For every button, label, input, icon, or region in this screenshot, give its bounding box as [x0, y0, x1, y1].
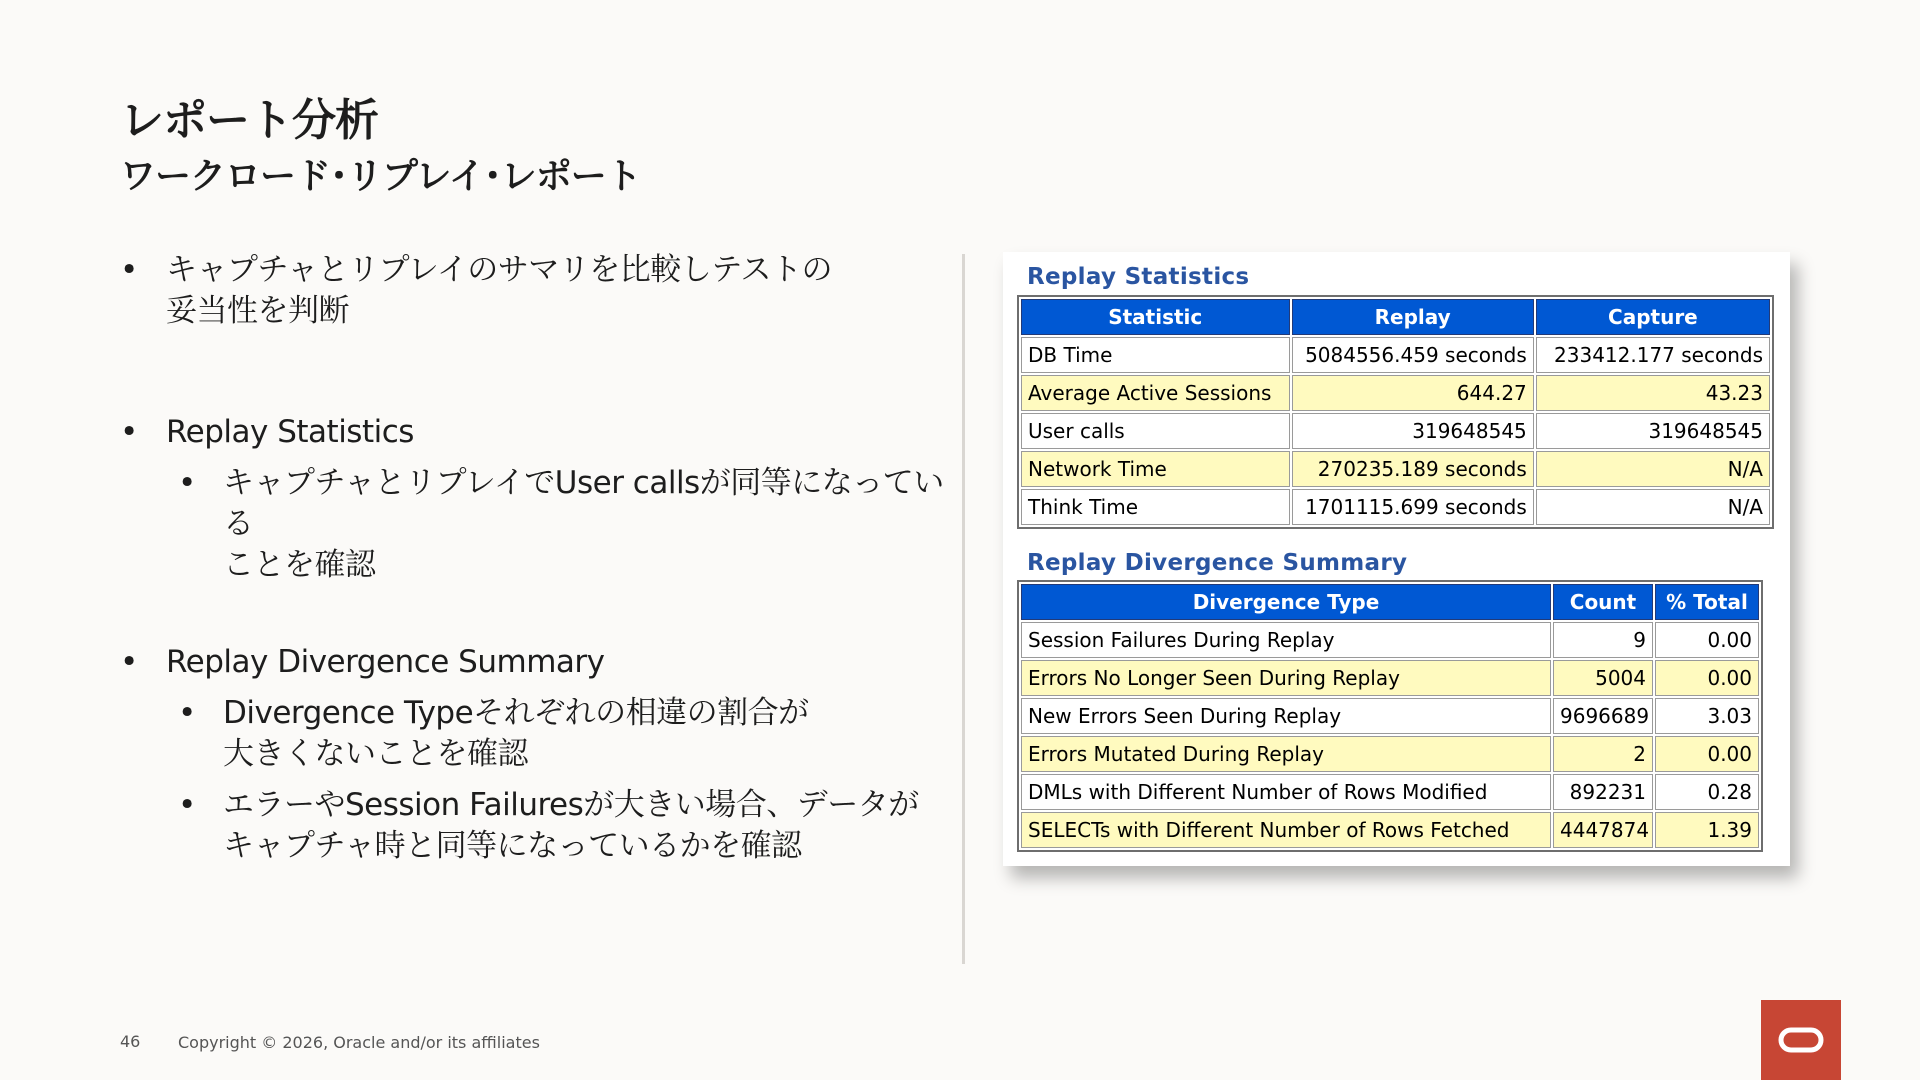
divergence-type-cell: DMLs with Different Number of Rows Modified [1021, 774, 1551, 810]
capture-cell: 43.23 [1536, 375, 1770, 411]
column-header: Divergence Type [1021, 584, 1551, 620]
bullet-list [120, 250, 950, 867]
divergence-type-cell: Errors No Longer Seen During Replay [1021, 660, 1551, 696]
statistic-cell: User calls [1021, 413, 1290, 449]
count-cell: 9696689 [1553, 698, 1653, 734]
replay-cell: 644.27 [1292, 375, 1534, 411]
bullet-line: 大きくないことを確認 [223, 736, 528, 772]
table-row [1021, 489, 1770, 525]
table-header-row [1021, 584, 1759, 620]
percent-cell: 0.28 [1655, 774, 1759, 810]
column-header: Capture [1536, 299, 1770, 335]
bullet-line: ことを確認 [223, 547, 376, 583]
percent-cell: 3.03 [1655, 698, 1759, 734]
statistic-cell: Network Time [1021, 451, 1290, 487]
sub-bullet-item [166, 463, 950, 586]
bullet-item [120, 250, 950, 332]
table-row [1021, 736, 1759, 772]
table-row [1021, 375, 1770, 411]
count-cell: 9 [1553, 622, 1653, 658]
capture-cell: 233412.177 seconds [1536, 337, 1770, 373]
slide-subtitle: ワークロード･リプレイ･レポート [120, 156, 641, 197]
slide-title: レポート分析 [120, 95, 378, 146]
divergence-type-cell: Errors Mutated During Replay [1021, 736, 1551, 772]
capture-cell: N/A [1536, 489, 1770, 525]
bullet-line: キャプチャ時と同等になっているかを確認 [223, 828, 802, 864]
count-cell: 892231 [1553, 774, 1653, 810]
replay-statistics-table [1017, 295, 1774, 529]
statistic-cell: Think Time [1021, 489, 1290, 525]
column-header: Statistic [1021, 299, 1290, 335]
divergence-summary-title: Replay Divergence Summary [1027, 550, 1408, 576]
count-cell: 2 [1553, 736, 1653, 772]
table-row [1021, 622, 1759, 658]
capture-cell: N/A [1536, 451, 1770, 487]
bullet-line: • キャプチャとリプレイのサマリを比較しテストの [166, 252, 833, 288]
bullet-item [120, 642, 950, 683]
percent-cell: 0.00 [1655, 736, 1759, 772]
page-number: 46 [120, 1032, 141, 1051]
bullet-line: 妥当性を判断 [166, 293, 349, 329]
bullet-line: • キャプチャとリプレイでUser callsが同等になっている [223, 465, 944, 542]
report-screenshot-panel [1003, 252, 1790, 866]
bullet-line: • Replay Divergence Summary [166, 644, 605, 680]
replay-cell: 1701115.699 seconds [1292, 489, 1534, 525]
sub-bullet-item [166, 785, 950, 867]
divergence-type-cell: Session Failures During Replay [1021, 622, 1551, 658]
divergence-type-cell: New Errors Seen During Replay [1021, 698, 1551, 734]
table-row [1021, 660, 1759, 696]
sub-bullet-item [166, 693, 950, 775]
column-header: Replay [1292, 299, 1534, 335]
table-row [1021, 337, 1770, 373]
count-cell: 4447874 [1553, 812, 1653, 848]
bullet-line: • Divergence Typeそれぞれの相違の割合が [223, 695, 809, 731]
column-header: Count [1553, 584, 1653, 620]
replay-cell: 5084556.459 seconds [1292, 337, 1534, 373]
table-row [1021, 774, 1759, 810]
replay-cell: 270235.189 seconds [1292, 451, 1534, 487]
table-row [1021, 413, 1770, 449]
statistic-cell: Average Active Sessions [1021, 375, 1290, 411]
percent-cell: 0.00 [1655, 622, 1759, 658]
table-row [1021, 698, 1759, 734]
percent-cell: 1.39 [1655, 812, 1759, 848]
percent-cell: 0.00 [1655, 660, 1759, 696]
count-cell: 5004 [1553, 660, 1653, 696]
column-header: % Total [1655, 584, 1759, 620]
bullet-line: • エラーやSession Failuresが大きい場合、データが [223, 787, 919, 823]
table-row [1021, 812, 1759, 848]
copyright-text: Copyright © 2026, Oracle and/or its affiliates [178, 1033, 540, 1052]
statistic-cell: DB Time [1021, 337, 1290, 373]
divergence-type-cell: SELECTs with Different Number of Rows Fetched [1021, 812, 1551, 848]
bullet-line: • Replay Statistics [166, 414, 414, 450]
bullet-item [120, 412, 950, 453]
vertical-divider [962, 254, 965, 964]
divergence-summary-table [1017, 580, 1763, 852]
table-row [1021, 451, 1770, 487]
replay-statistics-title: Replay Statistics [1027, 264, 1250, 290]
oracle-logo-icon [1761, 1000, 1841, 1080]
replay-cell: 319648545 [1292, 413, 1534, 449]
capture-cell: 319648545 [1536, 413, 1770, 449]
table-header-row [1021, 299, 1770, 335]
